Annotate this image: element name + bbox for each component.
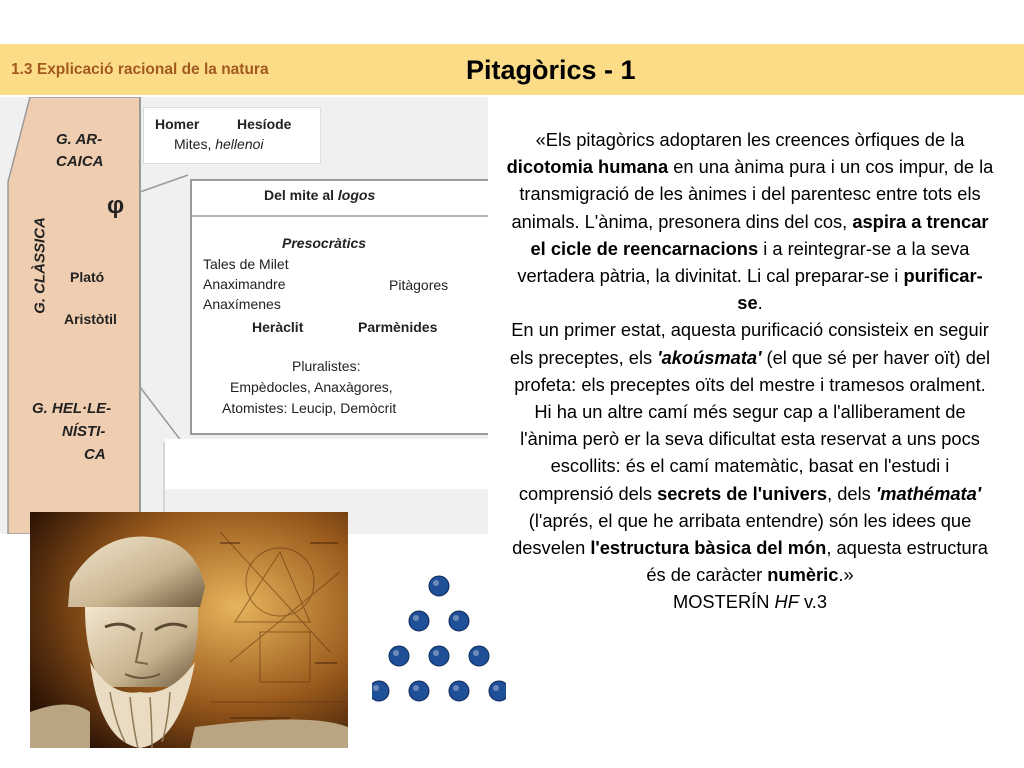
tetractys-dot-highlight	[413, 685, 419, 691]
slide-title: Pitagòrics - 1	[466, 55, 636, 85]
quote-bold-italic: 'akoúsmata'	[657, 346, 762, 368]
philosophy-timeline-diagram	[0, 97, 488, 534]
pluralists-line2: Empèdocles, Anaxàgores,	[230, 379, 393, 395]
heraclitus-label: Heràclit	[252, 319, 304, 335]
hellenistic-label-1: G. HEL·LE-	[32, 400, 112, 417]
myth-box	[143, 107, 321, 164]
phi-symbol: φ	[107, 192, 125, 219]
myths-em: hellenoi	[215, 136, 264, 152]
pluralists-label: Pluralistes:	[292, 358, 361, 374]
quote-bold: purificar-se	[737, 265, 983, 314]
tetractys-dot-highlight	[473, 650, 479, 656]
tetractys-dot-highlight	[393, 650, 399, 656]
classic-label: G. CLÀSSICA	[31, 217, 49, 314]
quote-source	[506, 588, 994, 615]
hellenistic-label-2: NÍSTI-	[62, 423, 106, 440]
quote-bold: l'estructura bàsica del món	[590, 537, 827, 559]
quote-text: .	[757, 292, 763, 314]
tetractys-dot	[409, 611, 429, 631]
homer-label: Homer	[155, 116, 200, 132]
quote-paragraph-2	[506, 316, 994, 588]
quote-bold-italic: 'mathémata'	[875, 482, 982, 504]
myths-prefix: Mites,	[174, 136, 216, 152]
tetractys-dot	[469, 646, 489, 666]
anaximenes-label: Anaxímenes	[203, 296, 281, 312]
quote-bold: secrets de l'univers	[657, 482, 828, 504]
tetractys-dot-highlight	[373, 685, 379, 691]
logos-heading-em: logos	[337, 187, 376, 203]
quote-bold: aspira a trencar el cicle de reencarnacions	[530, 210, 989, 259]
tetractys-dot	[409, 681, 429, 701]
logos-heading	[264, 187, 375, 203]
tetractys-dot	[429, 576, 449, 596]
tetractys-dot-highlight	[433, 650, 439, 656]
quote-text: En un primer estat, aquesta purificació consisteix en seguir els preceptes, els	[509, 319, 989, 368]
hesiod-label: Hesíode	[237, 116, 292, 132]
tetractys-dot	[449, 681, 469, 701]
pythagoras-portrait	[30, 512, 348, 748]
tetractys-dot	[389, 646, 409, 666]
pythagoras-label: Pitàgores	[389, 277, 449, 293]
quote-text: en una ànima pura i un cos impur, de la transmigració de les ànimes i del parentesc entre tots els animals. L'ànima, presonera dins del cos,	[511, 156, 994, 232]
tetractys-dot	[489, 681, 506, 701]
quote-text: , dels	[827, 482, 876, 504]
quote-text: .»	[838, 564, 854, 586]
quote-paragraph-1	[506, 126, 994, 316]
quote-bold: dicotomia humana	[506, 156, 669, 178]
diagram-blank-area	[165, 439, 488, 489]
tetractys-dot-highlight	[453, 685, 459, 691]
quote-text: , aquesta estructura és de caràcter	[646, 537, 988, 586]
logos-heading-prefix: Del mite al	[264, 187, 338, 203]
quote-text: (l'aprés, el que he arribata entendre) són les idees que desvelen	[512, 509, 972, 559]
mosterin-quote	[506, 126, 994, 616]
source-author: MOSTERÍN	[672, 591, 775, 613]
plato-label: Plató	[70, 269, 105, 285]
tetractys-dots	[372, 574, 506, 702]
quote-text: i a reintegrar-se a la seva vertadera pàtria, la divinitat. Li cal preparar-se i	[517, 237, 970, 287]
parmenides-label: Parmènides	[358, 319, 438, 335]
tetractys-dot-highlight	[433, 580, 439, 586]
source-volume: v.3	[798, 591, 828, 613]
section-label: 1.3 Explicació racional de la natura	[11, 61, 269, 78]
pythagoras-bust-image	[30, 512, 348, 748]
myths-line	[174, 136, 264, 152]
presocratics-label: Presocràtics	[282, 235, 367, 251]
quote-bold: numèric	[767, 564, 839, 586]
tetractys-dot	[449, 611, 469, 631]
aristotle-label: Aristòtil	[64, 311, 117, 327]
archaic-label-2: CAICA	[56, 153, 104, 170]
tetractys-dot-highlight	[413, 615, 419, 621]
tetractys-dot-highlight	[493, 685, 499, 691]
pluralists-line3: Atomistes: Leucip, Demòcrit	[222, 400, 397, 416]
source-title: HF	[774, 591, 799, 613]
tetractys-dot-highlight	[453, 615, 459, 621]
hellenistic-label-3: CA	[84, 446, 106, 463]
logos-box	[190, 179, 488, 435]
quote-text: «Els pitagòrics adoptaren les creences òrfiques de la	[535, 129, 965, 150]
archaic-label-1: G. AR-	[56, 131, 103, 148]
tetractys-dot	[372, 681, 389, 701]
thales-label: Tales de Milet	[203, 256, 289, 272]
quote-text: (el que sé per haver oït) del profeta: els preceptes oïts del mestre i tramesos oralment. Hi ha un altre camí més segur cap a l'alliberament de l'ànima però er la seva dificultat esta reservat a uns pocs escollits: és el camí matemàtic, basat en l'estudi i comprensió dels	[514, 346, 991, 504]
anaximander-label: Anaximandre	[203, 276, 286, 292]
tetractys-dot	[429, 646, 449, 666]
